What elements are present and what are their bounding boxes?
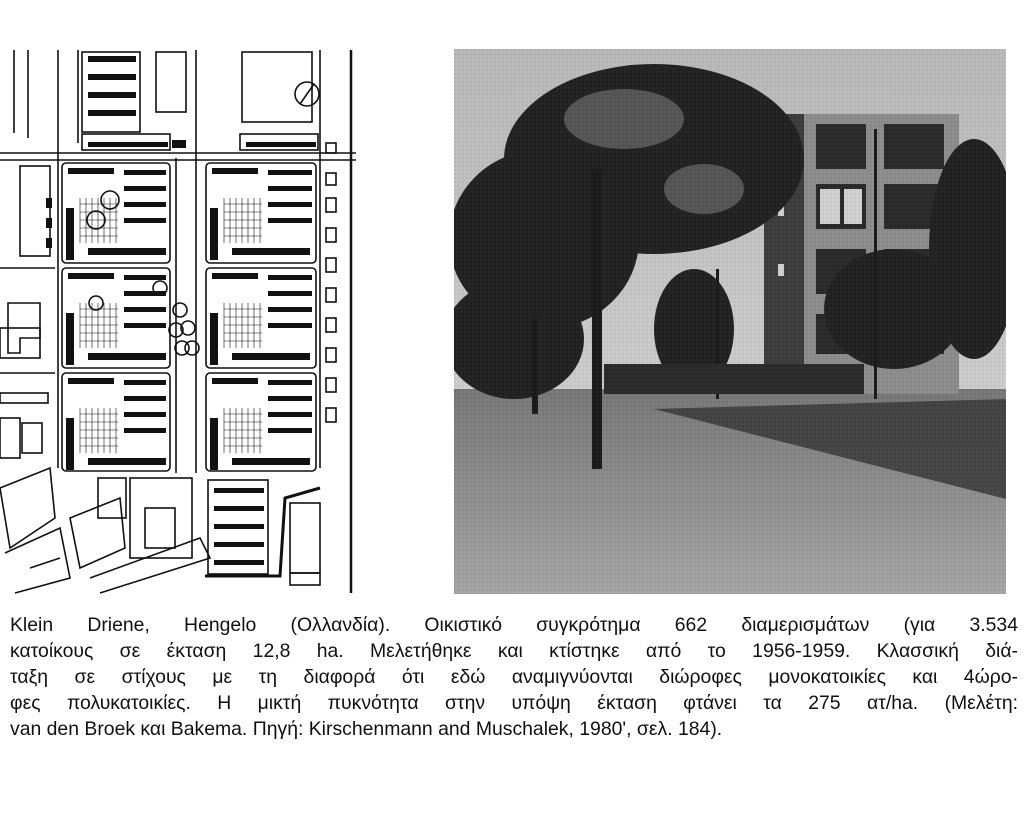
caption-line: κατοίκους σε έκταση 12,8 ha. Μελετήθηκε και κτίστηκε από το 1956-1959. Κλασσική διά- bbox=[10, 640, 1018, 662]
caption-line: ταξη σε στίχους με τη διαφορά ότι εδώ αναμιγνύονται διώροφες μονοκατοικίες και 4ώρο- bbox=[10, 666, 1018, 688]
site-plan-drawing bbox=[0, 48, 356, 595]
caption-line: van den Broek και Bakema. Πηγή: Kirschenmann and Muschalek, 1980', σελ. 184). bbox=[10, 718, 723, 740]
figure-caption bbox=[10, 612, 1018, 742]
caption-line: Klein Driene, Hengelo (Ολλανδία). Οικιστικό συγκρότημα 662 διαμερισμάτων (για 3.534 bbox=[10, 614, 1018, 636]
street-photo bbox=[454, 49, 1006, 594]
caption-line: φες πολυκατοικίες. Η μικτή πυκνότητα στην υπόψη έκταση φτάνει τα 275 ατ/ha. (Μελέτη: bbox=[10, 692, 1018, 714]
